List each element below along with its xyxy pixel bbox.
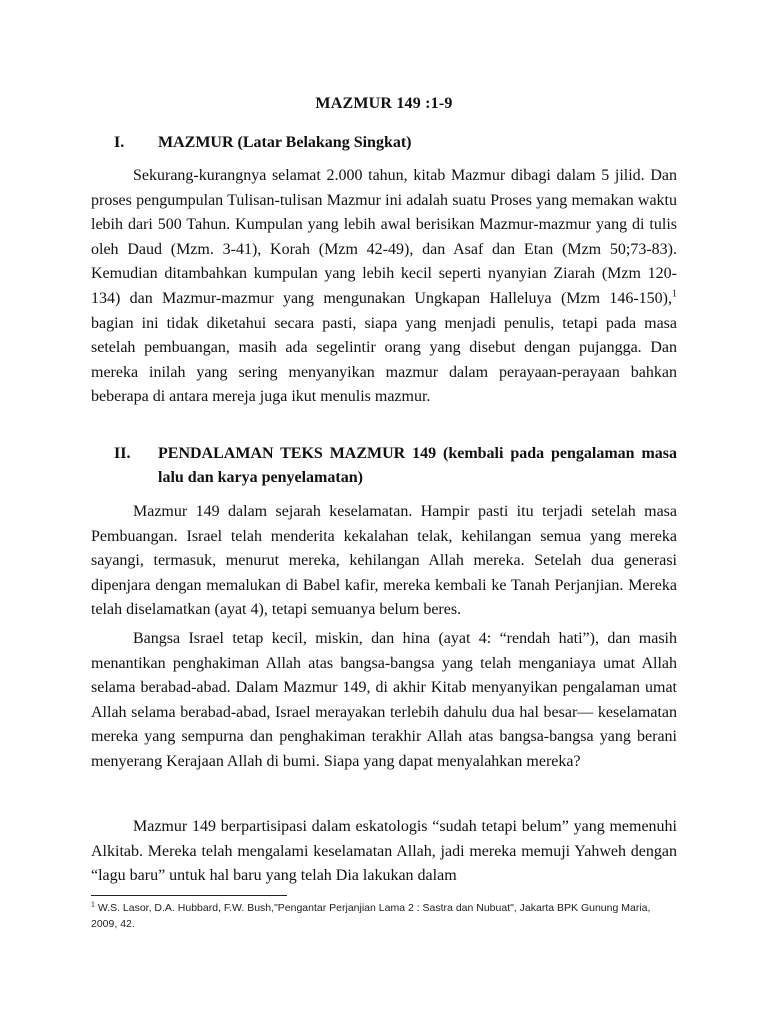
paragraph-1-text-before-note: Sekurang-kurangnya selamat 2.000 tahun, kitab Mazmur dibagi dalam 5 jilid. Dan proses pengumpulan Tulisan-tulisan Mazmur ini adalah suatu Proses yang memakan waktu lebih dari 500 Tahun. Kumpulan yang lebih awal berisikan Mazmur-mazmur yang di tulis oleh Daud (Mzm. 3-41), Korah (Mzm 42-49), dan Asaf dan Etan (Mzm 50;73-83). Kemudian ditambahkan kumpulan yang lebih kecil seperti nyanyian Ziarah (Mzm 120-134) dan Mazmur-mazmur yang mengunakan Ungkapan Halleluya (Mzm 146-150), — [91, 167, 677, 307]
footnote-text: W.S. Lasor, D.A. Hubbard, F.W. Bush,"Pengantar Perjanjian Lama 2 : Sastra dan Nubuat", Jakarta BPK Gunung Maria, 2009, 42. — [91, 902, 651, 930]
paragraph-1 — [91, 164, 677, 410]
footnote-divider — [91, 895, 287, 896]
paragraph-4: Mazmur 149 berpartisipasi dalam eskatologis “sudah tetapi belum” yang memenuhi Alkitab. Mereka telah mengalami keselamatan Allah, jadi mereka memuji Yahweh dengan “lagu baru” untuk hal baru yang telah Dia lakukan dalam — [91, 818, 677, 885]
paragraph-1-text-after-note: bagian ini tidak diketahui secara pasti, siapa yang menjadi penulis, tetapi pada masa setelah pembuangan, masih ada segelintir orang yang disebut dengan pujangga. Dan mereka inilah yang sering menyanyikan mazmur dalam perayaan-perayaan bahkan beberapa di antara mereja juga ikut menulis mazmur. — [91, 314, 677, 406]
page-title: MAZMUR 149 :1-9 — [315, 95, 453, 112]
section-number-1: I. — [114, 134, 125, 151]
section-heading-2 — [91, 442, 677, 490]
footnote — [91, 900, 677, 932]
paragraph-2: Mazmur 149 dalam sejarah keselamatan. Hampir pasti itu terjadi setelah masa Pembuangan. Israel telah menderita kekalahan telak, kehilangan semua yang mereka sayangi, termasuk, menurut mereka, kehilangan Allah mereka. Setelah dua generasi dipenjara dengan memalukan di Babel kafir, mereka kembali ke Tanah Perjanjian. Mereka telah diselamatkan (ayat 4), tetapi semuanya belum beres. — [91, 503, 677, 619]
section-title-1: MAZMUR (Latar Belakang Singkat) — [158, 134, 412, 151]
section-title-2: PENDALAMAN TEKS MAZMUR 149 (kembali pada pengalaman masa lalu dan karya penyelamatan) — [158, 445, 677, 486]
section-heading-1 — [91, 131, 677, 155]
section-number-2: II. — [114, 445, 131, 462]
footnote-mark: 1 — [91, 901, 95, 909]
footnote-reference: 1 — [672, 288, 677, 300]
paragraph-3: Bangsa Israel tetap kecil, miskin, dan hina (ayat 4: “rendah hati”), dan masih menantikan penghakiman Allah atas bangsa-bangsa yang telah menganiaya umat Allah selama berabad-abad. Dalam Mazmur 149, di akhir Kitab menyanyikan pengalaman umat Allah selama berabad-abad, Israel merayakan terlebih dahulu dua hal besar— keselamatan mereka yang sempurna dan penghakiman terakhir Allah atas bangsa-bangsa yang berani menyerang Kerajaan Allah di bumi. Siapa yang dapat menyalahkan mereka? — [91, 630, 677, 770]
